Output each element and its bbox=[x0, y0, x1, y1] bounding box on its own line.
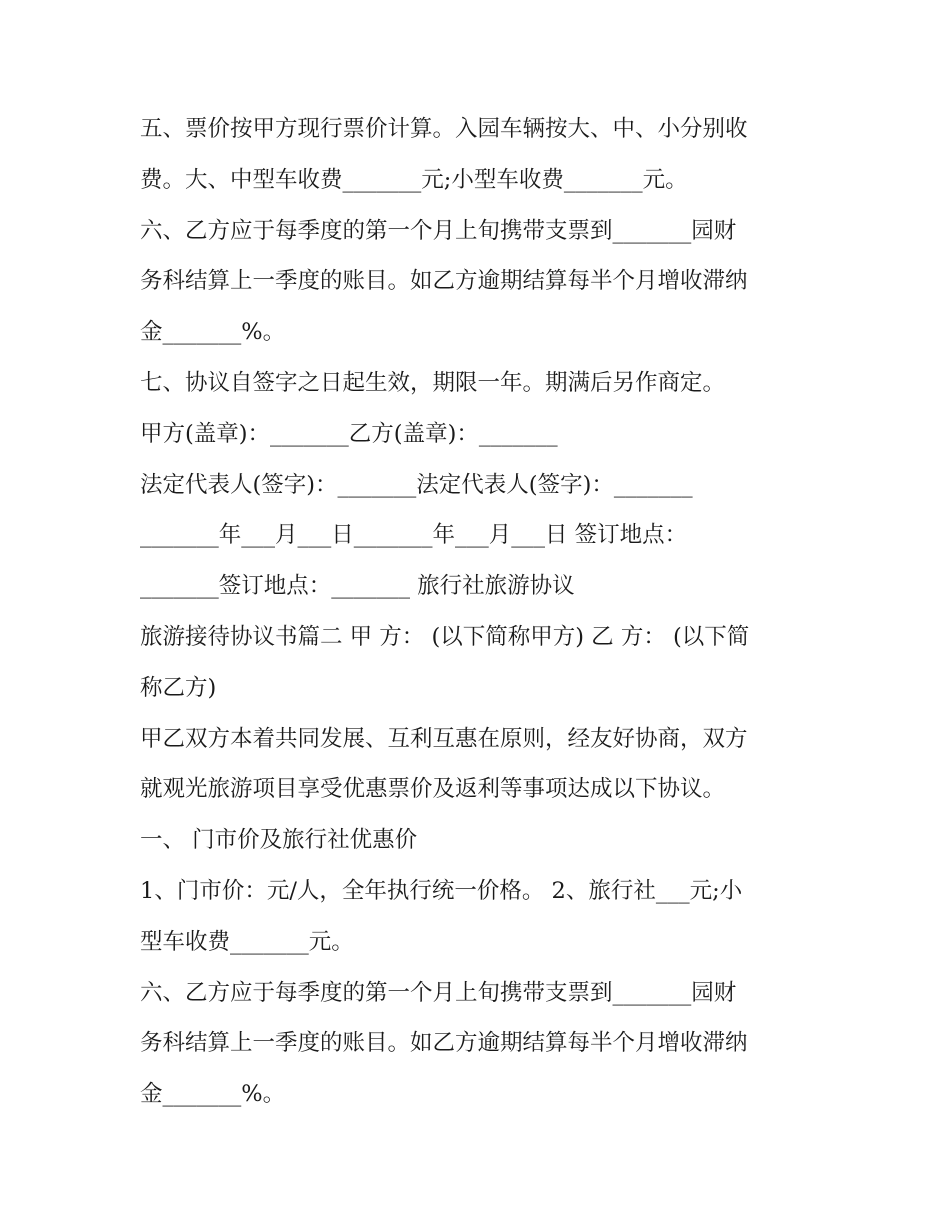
text-line: 一、 门市价及旅行社优惠价 bbox=[140, 827, 418, 854]
text-line: 型车收费_______元。 bbox=[140, 928, 354, 955]
text-line: 六、乙方应于每季度的第一个月上旬携带支票到_______园财 bbox=[140, 217, 737, 244]
text-line: 金_______%。 bbox=[140, 1081, 286, 1108]
text-line: 1、门市价：元/人，全年执行统一价格。 2、旅行社___元;小 bbox=[140, 877, 743, 904]
text-line: 就观光旅游项目享受优惠票价及返利等事项达成以下协议。 bbox=[140, 776, 726, 803]
text-line: 五、票价按甲方现行票价计算。入园车辆按大、中、小分别收 bbox=[140, 116, 748, 142]
text-line: 称乙方) bbox=[140, 674, 217, 701]
text-line: 甲乙双方本着共同发展、互利互惠在原则，经友好协商，双方 bbox=[140, 725, 748, 752]
text-line: 务科结算上一季度的账目。如乙方逾期结算每半个月增收滞纳 bbox=[140, 1030, 748, 1057]
text-line: _______签订地点：_______ 旅行社旅游协议 bbox=[140, 573, 575, 600]
text-line: 费。大、中型车收费_______元;小型车收费_______元。 bbox=[140, 166, 688, 193]
text-line: 七、协议自签字之日起生效，期限一年。期满后另作商定。 bbox=[140, 369, 726, 396]
text-line: 务科结算上一季度的账目。如乙方逾期结算每半个月增收滞纳 bbox=[140, 268, 748, 295]
text-line: 甲方(盖章)：_______乙方(盖章)：_______ bbox=[140, 420, 558, 447]
text-line: _______年___月___日_______年___月___日 签订地点： bbox=[140, 522, 688, 549]
text-line: 旅游接待协议书篇二 甲 方： (以下简称甲方) 乙 方： (以下简 bbox=[140, 623, 750, 650]
text-line: 金_______%。 bbox=[140, 319, 286, 346]
document-body bbox=[140, 104, 820, 1120]
text-line: 法定代表人(签字)：_______法定代表人(签字)：_______ bbox=[140, 471, 693, 498]
text-line: 六、乙方应于每季度的第一个月上旬携带支票到_______园财 bbox=[140, 979, 737, 1006]
